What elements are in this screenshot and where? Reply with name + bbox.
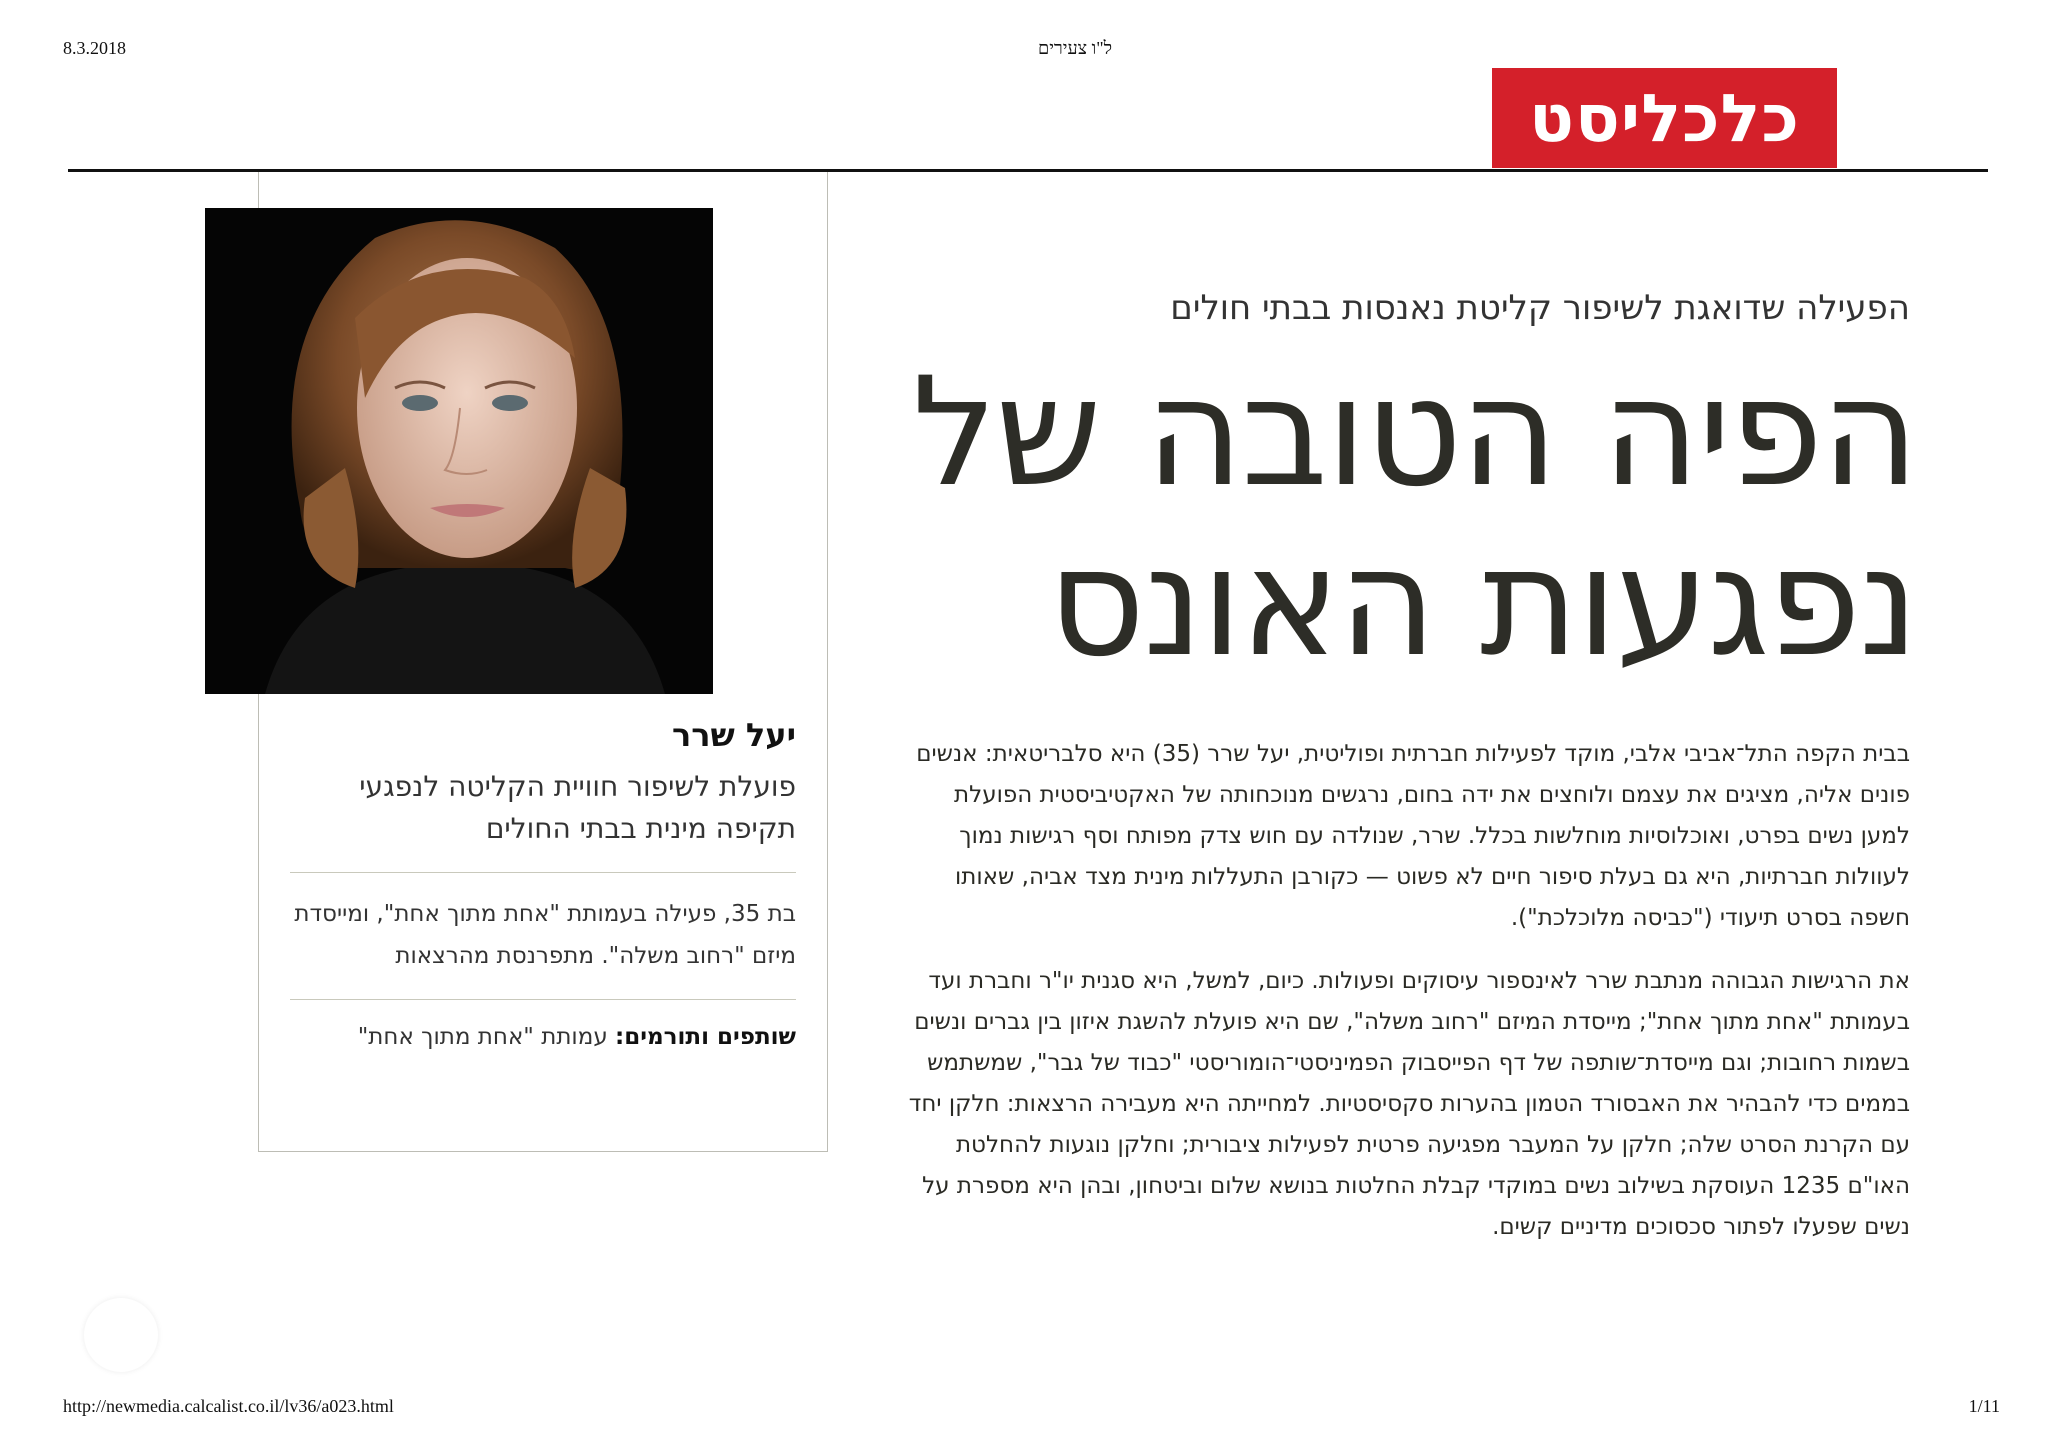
article-body: [900, 734, 1910, 1270]
partners-label: שותפים ותורמים:: [615, 1024, 796, 1050]
profile-tagline: פועלת לשיפור חוויית הקליטה לנפגעי תקיפה מינית בבתי החולים: [359, 770, 796, 845]
article-headline: הפיה הטובה של נפגעות האונס: [912, 346, 1917, 690]
partners-value: עמותת "אחת מתוך אחת": [357, 1024, 608, 1050]
calcalist-logo[interactable]: [1492, 68, 1837, 168]
profile-name: יעל שרר: [671, 716, 796, 754]
footer-url: http://newmedia.calcalist.co.il/lv36/a023.html: [63, 1396, 394, 1416]
article-paragraph: את הרגישות הגבוהה מנתבת שרר לאינספור עיסוקים ופעולות. כיום, למשל, היא סגנית יו"ר וחברת ועד בעמותת "אחת מתוך אחת"; מייסדת המיזם "רחוב משלה", שם היא פועלת להשגת איזון בין גברים ונשים בשמות רחובות; וגם מייסדת־שותפה של דף הפייסבוק הפמיניסטי־הומוריסטי "כבוד של גבר", שמשתמש בממים כדי להבהיר את האבסורד הטמון בהערות סקסיסטיות. למחייתה היא מעבירה הרצאות: חלקן יחד עם הקרנת הסרט שלה; חלקן על המעבר מפגיעה פרטית לפעילות ציבורית; וחלקן נוגעות להחלטת האו"ם 1235 העוסקת בשילוב נשים במוקדי קבלת החלטות בנושא שלום וביטחון, ובהן היא מספרת על נשים שפעלו לפתור סכסוכים מדיניים קשים.: [908, 968, 1910, 1240]
print-date: 8.3.2018: [63, 38, 126, 58]
article-kicker: הפעילה שדואגת לשיפור קליטת נאנסות בבתי חולים: [1170, 288, 1910, 328]
page-number: 1/11: [1968, 1396, 2000, 1416]
sidebar-divider: [290, 872, 796, 873]
profile-bio: בת 35, פעילה בעמותת "אחת מתוך אחת", ומייסדת מיזם "רחוב משלה". מתפרנסת מהרצאות: [294, 901, 796, 969]
sidebar-divider: [290, 999, 796, 1000]
portrait-photo: [205, 208, 713, 694]
floating-action-button[interactable]: [84, 1298, 158, 1372]
profile-sidebar: [290, 716, 796, 1054]
section-title: ל"ו צעירים: [1037, 38, 1112, 58]
logo-text: כלכליסט: [1529, 79, 1800, 157]
article-paragraph: בבית הקפה התל־אביבי אלבי, מוקד לפעילות חברתית ופוליטית, יעל שרר (35) היא סלבריטאית: אנשים פונים אליה, מציגים את עצמם ולוחצים את ידה בחום, נרגשים מנוכחותה של האקטיביסטית הפועלת למען נשים בפרט, ואוכלוסיות מוחלשות בכלל. שרר, שנולדה עם חוש צדק מפותח וסף רגישות נמוך לעוולות חברתיות, היא גם בעלת סיפור חיים לא פשוט — כקורבן התעללות מינית מצד אביה, שאותו חשפה בסרט תיעודי ("כביסה מלוכלכת").: [916, 741, 1910, 931]
portrait-illustration: [205, 208, 713, 694]
profile-partners: [290, 1020, 796, 1054]
